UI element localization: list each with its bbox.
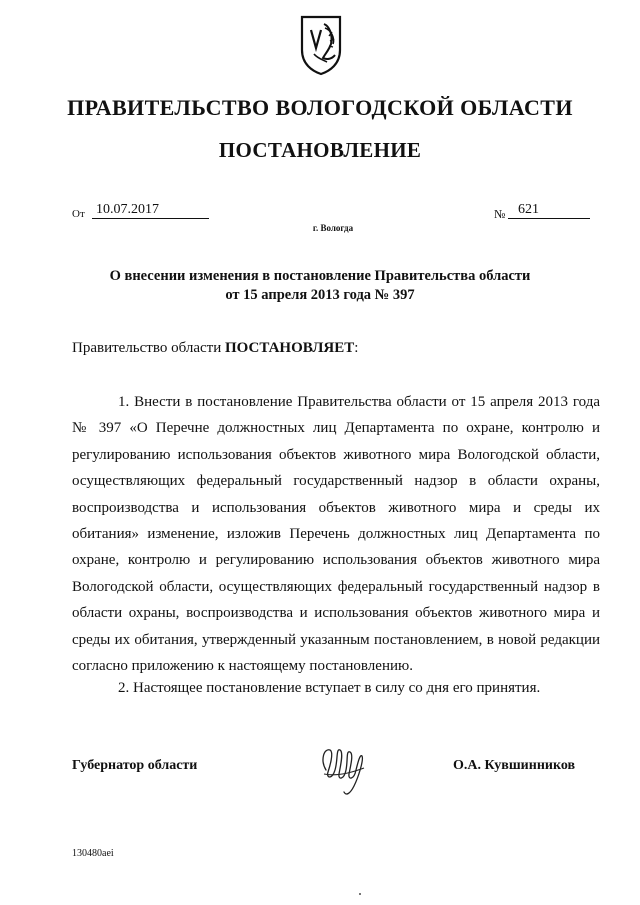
subject-line-2: от 15 апреля 2013 года № 397 [225, 287, 415, 303]
signer-title: Губернатор области [72, 758, 198, 773]
date-label: От [72, 208, 85, 220]
footer-code: 130480aei [72, 848, 114, 859]
subject-line-1: О внесении изменения в постановление Правительства области [109, 268, 531, 284]
preamble [72, 340, 358, 357]
document-type-heading: ПОСТАНОВЛЕНИЕ [218, 138, 422, 162]
document-subject [0, 267, 640, 305]
city-label: г. Вологда [312, 223, 354, 233]
signature-icon [318, 738, 370, 798]
preamble-suffix: : [354, 340, 359, 356]
preamble-verb: ПОСТАНОВЛЯЕТ [224, 340, 355, 356]
organization-title: ПРАВИТЕЛЬСТВО ВОЛОГОДСКОЙ ОБЛАСТИ [67, 95, 573, 120]
coat-of-arms-icon [299, 14, 343, 76]
page-mark [359, 893, 361, 895]
preamble-prefix: Правительство области [72, 340, 222, 356]
signer-name: О.А. Кувшинников [453, 758, 576, 773]
document-number: 621 [508, 202, 590, 219]
paragraph-1: 1. Внести в постановление Правительства области от 15 апреля 2013 года № 397 «О Перечне должностных лиц Департамента по охране, контролю и регулированию использования объектов животного мира Вологодской области, осуществляющих федеральный государственный надзор в области охраны, воспроизводства и использования объектов животного мира и среды их обитания» изменение, изложив Перечень должностных лиц Департамента по охране, контролю и регулированию использования объектов животного мира Вологодской области, осуществляющих федеральный государственный надзор в области охраны, воспроизводства и использования объектов животного мира и среды их обитания, утвержденный указанным постановлением, в новой редакции согласно приложению к настоящему постановлению. [72, 394, 600, 675]
paragraph-2: 2. Настоящее постановление вступает в силу со дня его принятия. [118, 680, 541, 696]
document-date: 10.07.2017 [92, 202, 209, 219]
number-label: № [494, 207, 506, 221]
